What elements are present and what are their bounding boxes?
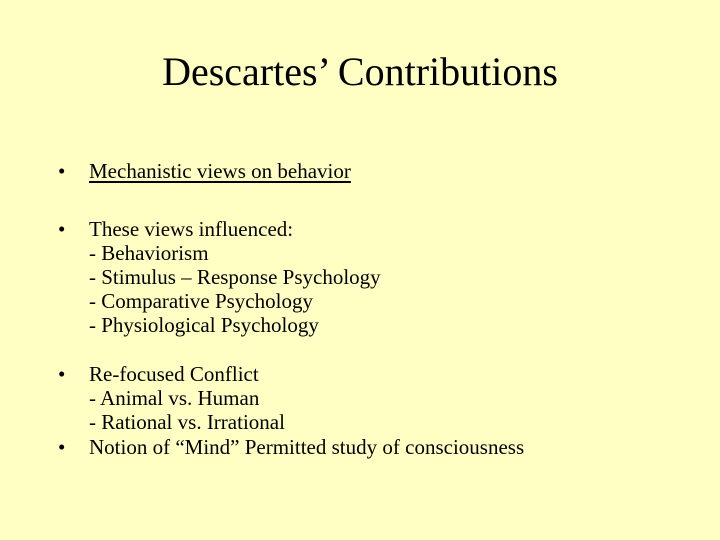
sub-item: - Stimulus – Response Psychology <box>89 265 381 289</box>
bullet-dot-icon: • <box>58 159 66 183</box>
bullet-text: Re-focused Conflict <box>89 362 259 386</box>
bullet-body <box>89 217 381 337</box>
bullet-text: Mechanistic views on behavior <box>89 159 351 183</box>
bullet-body <box>89 435 524 459</box>
slide-title: Descartes’ Contributions <box>162 49 558 94</box>
bullet-dot-icon: • <box>58 362 66 386</box>
bullet-body <box>89 362 285 434</box>
sub-item: - Comparative Psychology <box>89 289 313 313</box>
bullet-text: Notion of “Mind” Permitted study of consciousness <box>89 435 525 459</box>
sub-item: - Animal vs. Human <box>89 386 260 410</box>
sub-item: - Rational vs. Irrational <box>89 410 285 434</box>
bullet-dot-icon: • <box>58 217 66 241</box>
bullet-dot-icon: • <box>58 435 66 459</box>
sub-item: - Physiological Psychology <box>89 313 319 337</box>
bullet-text: These views influenced: <box>89 217 294 241</box>
sub-item: - Behaviorism <box>89 241 209 265</box>
bullet-body <box>89 159 351 183</box>
